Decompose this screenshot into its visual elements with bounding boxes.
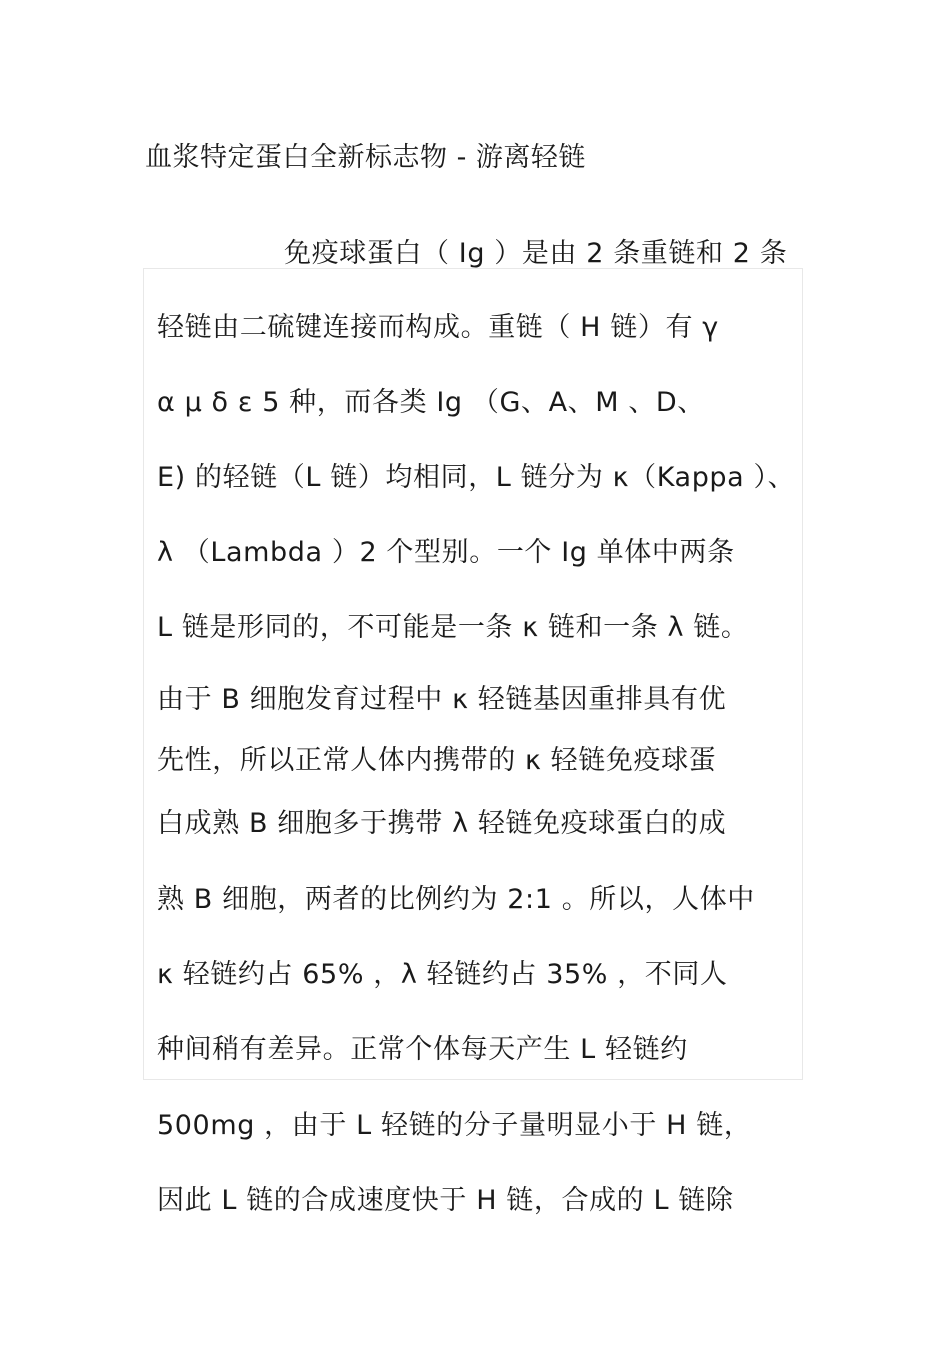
paragraph-line-2: 轻链由二硫键连接而构成。重链（ H 链）有 γ (157, 312, 719, 343)
paragraph-line-9: 白成熟 B 细胞多于携带 λ 轻链免疫球蛋白的成 (157, 808, 727, 839)
paragraph-line-8: 先性，所以正常人体内携带的 κ 轻链免疫球蛋 (157, 745, 717, 776)
paragraph-line-14: 因此 L 链的合成速度快于 H 链，合成的 L 链除 (157, 1185, 734, 1216)
paragraph-line-7: 由于 B 细胞发育过程中 κ 轻链基因重排具有优 (157, 684, 727, 715)
paragraph-line-11: κ 轻链约占 65% ，λ 轻链约占 35% ，不同人 (157, 959, 728, 990)
paragraph-line-12: 种间稍有差异。正常个体每天产生 L 轻链约 (157, 1034, 688, 1065)
paragraph-line-4: E) 的轻链（L 链）均相同，L 链分为 κ（Kappa ）、 (157, 462, 796, 493)
paragraph-line-3: α μ δ ε 5 种，而各类 Ig （G、A、M 、D、 (157, 387, 705, 418)
paragraph-line-10: 熟 B 细胞，两者的比例约为 2:1 。所以，人体中 (157, 884, 755, 915)
paragraph-line-6: L 链是形同的，不可能是一条 κ 链和一条 λ 链。 (157, 612, 749, 643)
paragraph-line-5: λ （Lambda ）2 个型别。一个 Ig 单体中两条 (157, 537, 735, 568)
paragraph-line-1: 免疫球蛋白（ Ig ）是由 2 条重链和 2 条 (284, 238, 788, 269)
document-title: 血浆特定蛋白全新标志物 - 游离轻链 (145, 142, 586, 173)
paragraph-line-13: 500mg ，由于 L 轻链的分子量明显小于 H 链， (157, 1110, 752, 1141)
